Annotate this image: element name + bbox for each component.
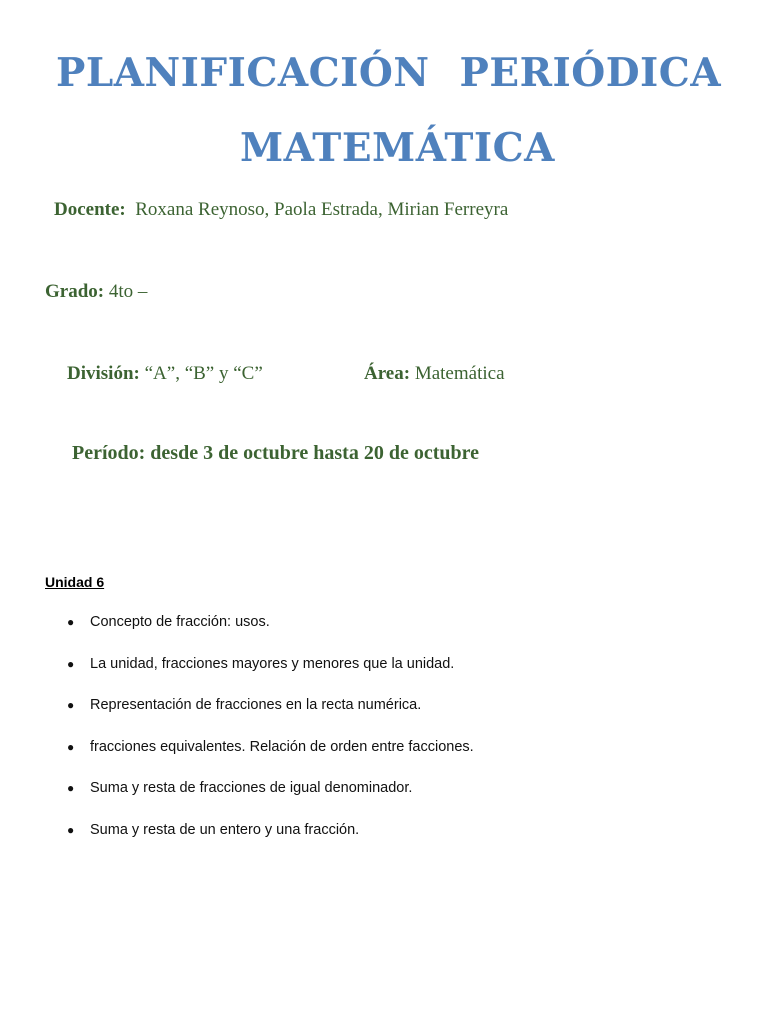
list-item xyxy=(67,655,474,697)
area-field xyxy=(364,363,505,385)
list-item xyxy=(67,613,474,655)
bullet-icon: ● xyxy=(67,698,75,713)
list-item-text: Suma y resta de un entero y una fracción. xyxy=(90,821,360,838)
docente-value: Roxana Reynoso, Paola Estrada, Mirian Ferreyra xyxy=(135,199,509,220)
grado-value: 4to – xyxy=(108,281,148,302)
document-title-line-1 xyxy=(56,50,721,96)
bullet-icon: ● xyxy=(67,739,75,754)
list-item xyxy=(67,821,474,863)
title-word-planificacion: PLANIFICACIÓN xyxy=(56,50,430,96)
division-label: División: xyxy=(67,363,140,384)
grado-field xyxy=(45,281,147,303)
list-item-text: La unidad, fracciones mayores y menores que la unidad. xyxy=(90,655,455,672)
contents-list xyxy=(67,613,474,863)
division-value: “A”, “B” y “C” xyxy=(144,363,263,384)
division-field xyxy=(67,363,263,385)
docente-label: Docente: xyxy=(54,199,126,220)
docente-field xyxy=(54,199,508,221)
grado-label: Grado: xyxy=(45,281,105,302)
list-item-text: fracciones equivalentes. Relación de orden entre facciones. xyxy=(90,738,474,755)
bullet-icon: ● xyxy=(67,822,75,837)
bullet-icon: ● xyxy=(67,615,75,629)
list-item xyxy=(67,779,474,821)
area-label: Área: xyxy=(364,363,411,384)
document-title-line-2: MATEMÁTICA xyxy=(240,125,555,171)
bullet-icon: ● xyxy=(67,656,75,671)
area-value: Matemática xyxy=(414,363,505,384)
unidad-heading: Unidad 6 xyxy=(45,574,105,590)
title-word-periodica: PERIÓDICA xyxy=(459,50,722,96)
list-item-text: Concepto de fracción: usos. xyxy=(90,614,270,630)
list-item-text: Representación de fracciones en la recta numérica. xyxy=(90,697,422,714)
list-item xyxy=(67,696,474,738)
list-item xyxy=(67,738,474,780)
periodo-line: Período: desde 3 de octubre hasta 20 de octubre xyxy=(72,442,480,464)
list-item-text: Suma y resta de fracciones de igual denominador. xyxy=(90,780,413,797)
bullet-icon: ● xyxy=(67,781,75,796)
